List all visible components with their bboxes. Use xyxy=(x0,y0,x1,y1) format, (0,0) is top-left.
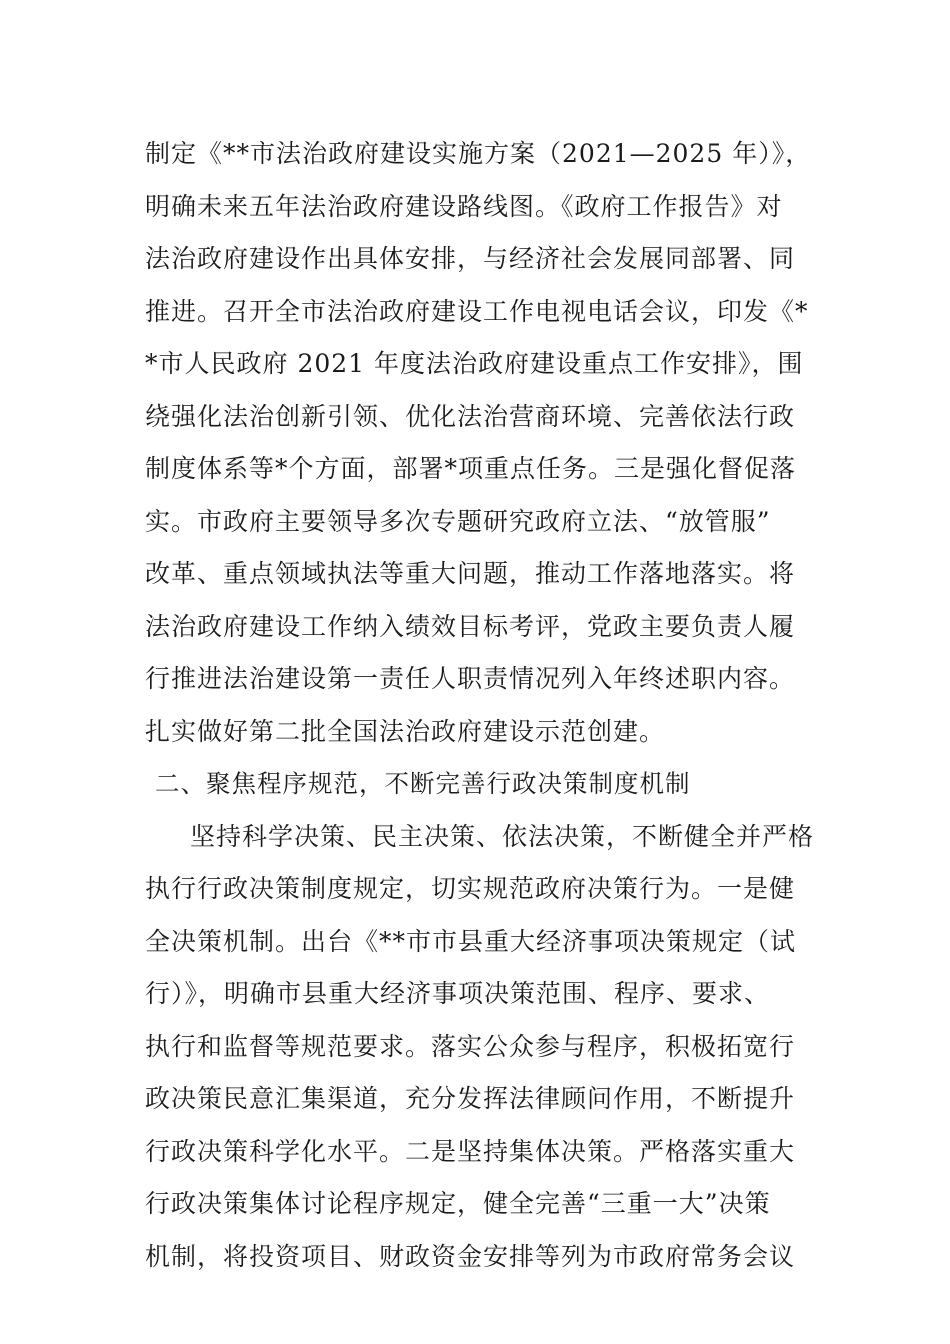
text-line: 制度体系等*个方面，部署*项重点任务。三是强化督促落 xyxy=(145,454,797,483)
text-line: 法治政府建设工作纳入绩效目标考评，党政主要负责人履 xyxy=(145,611,796,641)
text-line: 实。市政府主要领导多次专题研究政府立法、“放管服” xyxy=(145,506,771,536)
text-line: 法治政府建设作出具体安排，与经济社会发展同部署、同 xyxy=(145,244,796,273)
document-body xyxy=(145,128,817,1283)
text-line: 全决策机制。出台《**市市县重大经济事项决策规定（试 xyxy=(145,926,797,956)
text-line: 制定《**市法治政府建设实施方案（2021—2025 年）》， xyxy=(145,139,812,168)
section-heading: 二、聚焦程序规范，不断完善行政决策制度机制 xyxy=(155,769,691,798)
text-line: 行政决策集体讨论程序规定，健全完善“三重一大”决策 xyxy=(145,1189,771,1218)
text-line: *市人民政府 2021 年度法治政府建设重点工作安排》，围 xyxy=(145,349,804,378)
text-line: 改革、重点领域执法等重大问题，推动工作落地落实。将 xyxy=(145,559,796,588)
text-line: 推进。召开全市法治政府建设工作电视电话会议，印发《* xyxy=(145,296,809,326)
text-line: 执行行政决策制度规定，切实规范政府决策行为。一是健 xyxy=(145,874,796,903)
text-line: 行政决策科学化水平。二是坚持集体决策。严格落实重大 xyxy=(145,1136,796,1166)
text-line: 扎实做好第二批全国法治政府建设示范创建。 xyxy=(145,716,666,746)
paragraph-first-line: 坚持科学决策、民主决策、依法决策，不断健全并严格 xyxy=(190,821,815,851)
text-line: 行推进法治建设第一责任人职责情况列入年终述职内容。 xyxy=(145,664,796,693)
text-line: 绕强化法治创新引领、优化法治营商环境、完善依法行政 xyxy=(145,401,796,431)
text-line: 机制，将投资项目、财政资金安排等列为市政府常务会议 xyxy=(145,1241,796,1271)
text-line: 执行和监督等规范要求。落实公众参与程序，积极拓宽行 xyxy=(145,1031,796,1061)
text-line: 政决策民意汇集渠道，充分发挥法律顾问作用，不断提升 xyxy=(145,1084,796,1113)
text-line: 行）》，明确市县重大经济事项决策范围、程序、要求、 xyxy=(145,979,771,1008)
text-line: 明确未来五年法治政府建设路线图。《政府工作报告》对 xyxy=(145,191,783,221)
